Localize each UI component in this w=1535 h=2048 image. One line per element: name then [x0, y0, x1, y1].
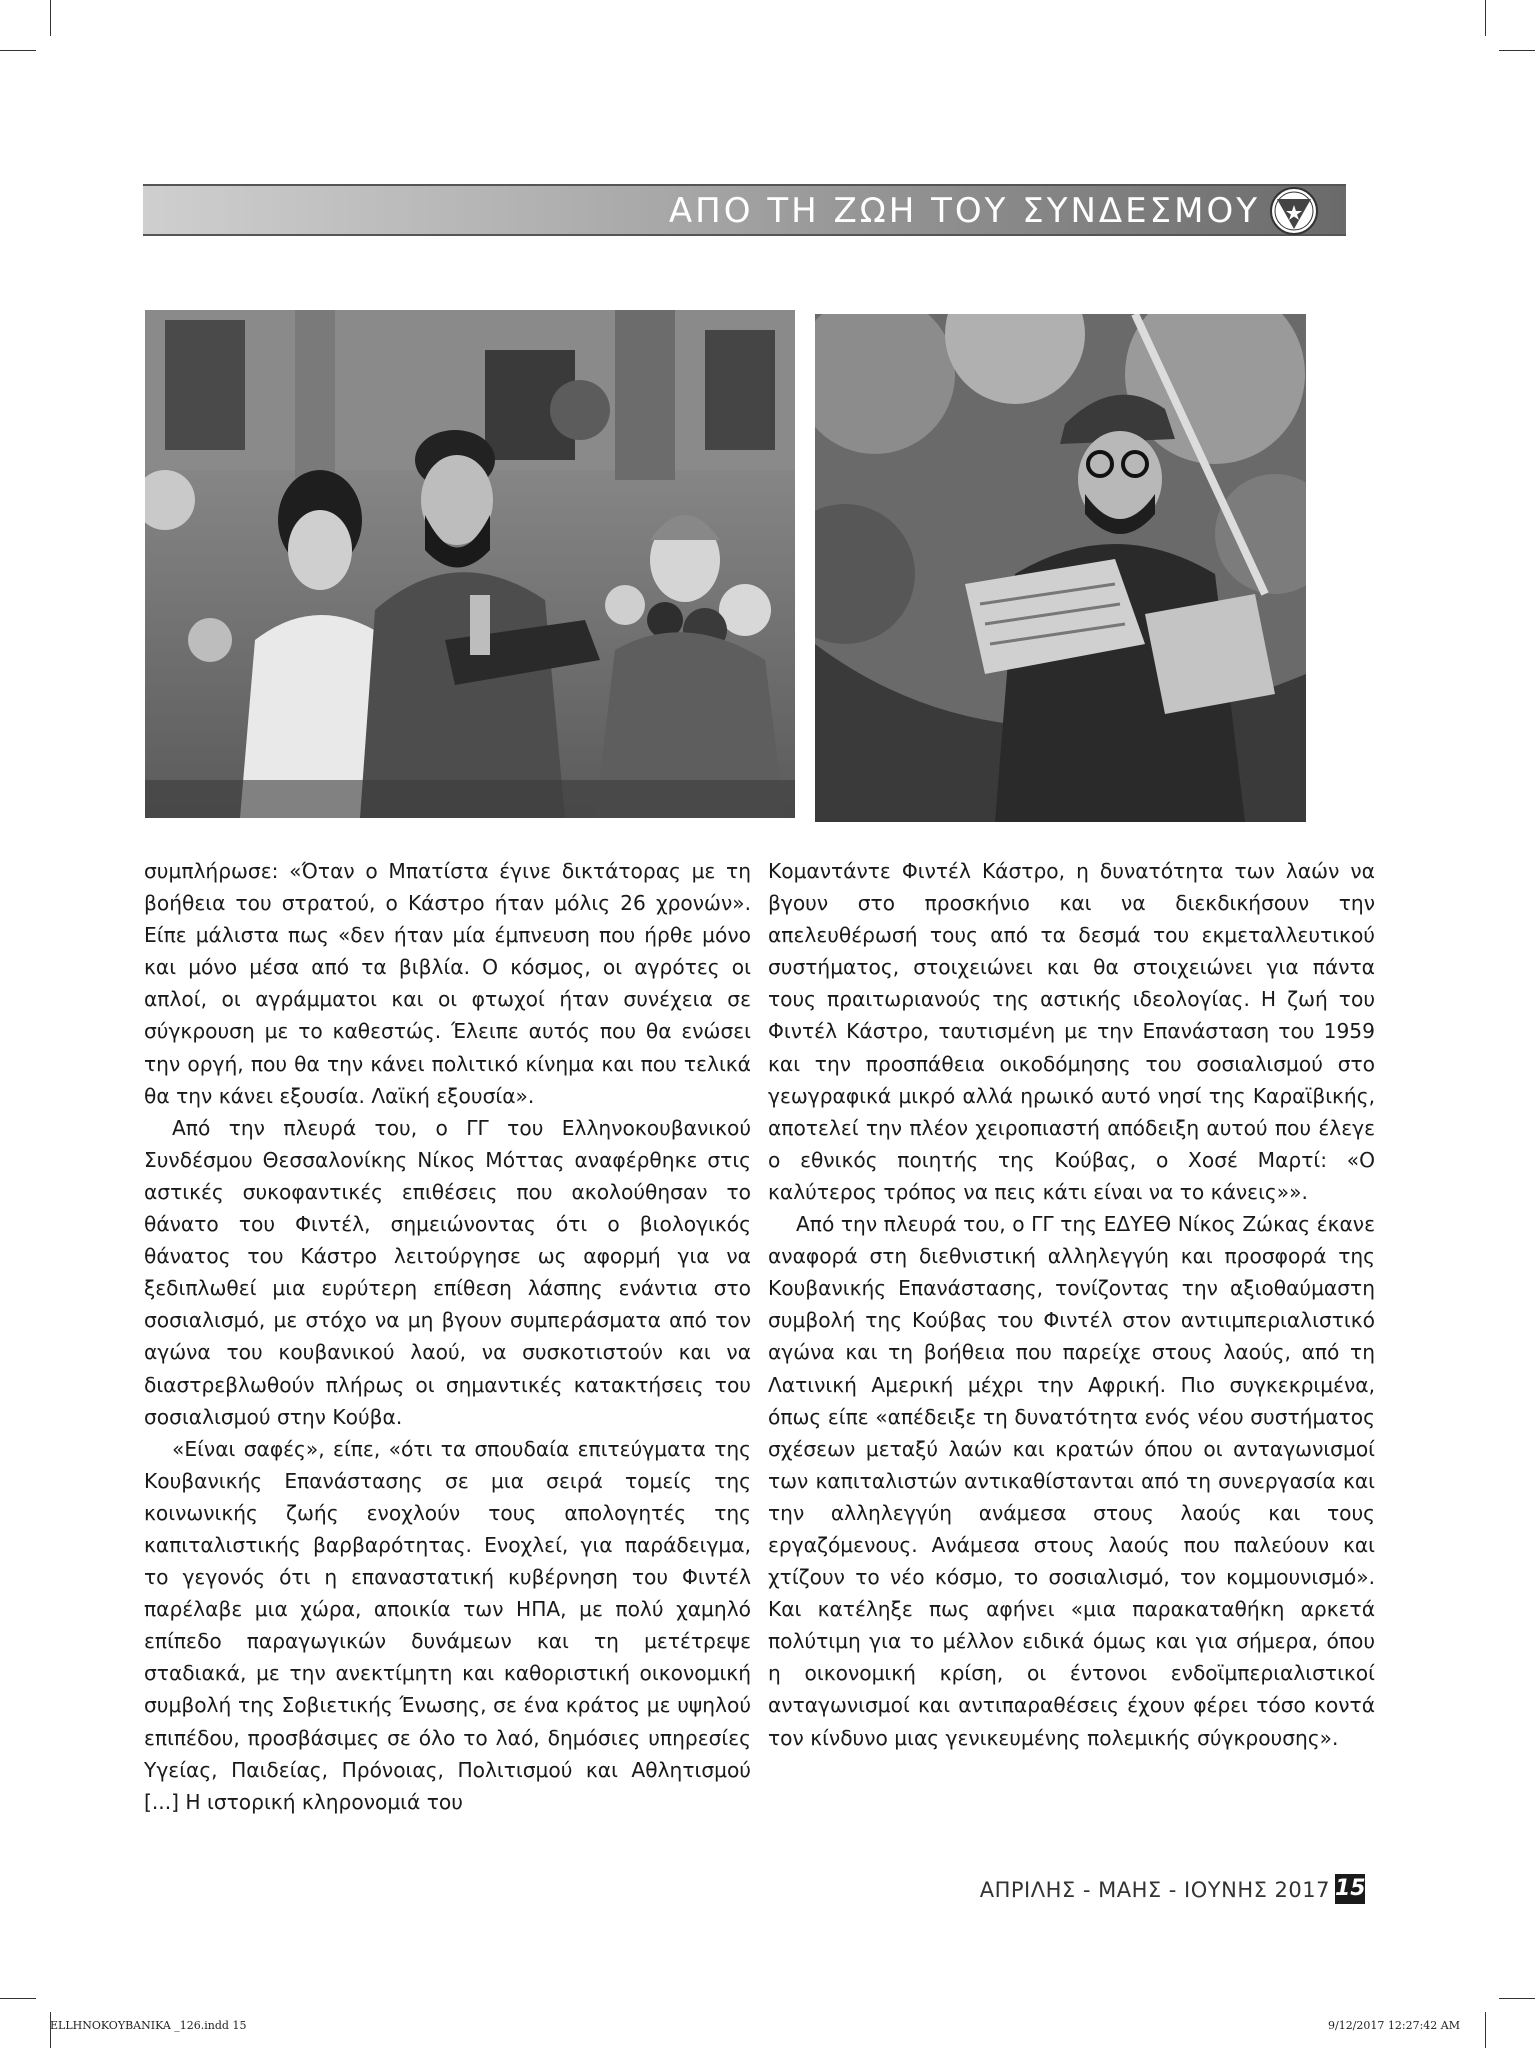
print-slug-date: 9/12/2017 12:27:42 AM — [1327, 2019, 1460, 2032]
issue-date: ΑΠΡΙΛΗΣ - ΜΑΗΣ - ΙΟΥΝΗΣ 2017 — [979, 1878, 1330, 1902]
paragraph: Από την πλευρά του, ο ΓΓ της ΕΔΥΕΘ Νίκος Ζώκας έκανε αναφορά στη διεθνιστική αλληλεγγύη και προσφορά της Κουβανικής Επανάστασης, τονίζοντας την αξιοθαύμαστη συμβολή της Κούβας του Φιντέλ στον αντιιμπεριαλιστικό αγώνα και τη βοήθεια που παρείχε στους λαούς, από τη Λατινική Αμερική μέχρι την Αφρική. Πιο συγκεκριμένα, όπως είπε «απέδειξε τη δυνατότητα ενός νέου συστήματος σχέσεων μεταξύ λαών και κρατών όπου οι ανταγωνισμοί των καπιταλιστών αντικαθίστανται από τη συνεργασία και την αλληλεγγύη ανάμεσα στους λαούς και τους εργαζόμενους. Ανάμεσα στους λαούς που παλεύουν και χτίζουν το νέο κόσμο, το σοσιαλισμό, τον κομμουνισμό». Και κατέληξε πως αφήνει «μια παρακαταθήκη αρκετά πολύτιμη για το μέλλον ειδικά όμως και για σήμερα, όπου η οικονομική κρίση, οι έντονοι ενδοϊμπεριαλιστικοί ανταγωνισμοί και αντιπαραθέσεις έχουν φέρει τόσο κοντά τον κίνδυνο μιας γενικευμένης πολεμικής σύγκρουσης». — [768, 1212, 1375, 1750]
crop-mark — [0, 1998, 36, 1999]
page-number: 15 — [1335, 1874, 1365, 1904]
crop-mark — [1499, 50, 1535, 51]
paragraph: Κομαντάντε Φιντέλ Κάστρο, η δυνατότητα των λαών να βγουν στο προσκήνιο και να διεκδικήσουν την απελευθέρωσή τους από τα δεσμά του εκμεταλλευτικού συστήματος, στοιχειώνει και θα στοιχειώνει για πάντα τους πραιτωριανούς της αστικής ιδεολογίας. Η ζωή του Φιντέλ Κάστρο, ταυτισμένη με την Επανάσταση του 1959 και την προσπάθεια οικοδόμησης του σοσιαλισμού στο γεωγραφικά μικρό αλλά ηρωικό αυτό νησί της Καραϊβικής, αποτελεί την πλέον χειροπιαστή απόδειξη αυτού που έλεγε ο εθνικός ποιητής της Κούβας, ο Χοσέ Μαρτί: «Ο καλύτερος τρόπος να πεις κάτι είναι να το κάνεις»». — [768, 859, 1375, 1204]
crop-mark — [1485, 0, 1486, 36]
photo-castro-signing-crowd — [145, 310, 795, 818]
paragraph: Από την πλευρά του, ο ΓΓ του Ελληνοκουβανικού Συνδέσμου Θεσσαλονίκης Νίκος Μόττας αναφέρθηκε στις αστικές συκοφαντικές επιθέσεις που ακολούθησαν το θάνατο του Φιντέλ, σημειώνοντας ότι ο βιολογικός θάνατος του Κάστρο λειτούργησε ως αφορμή για να ξεδιπλωθεί μια ευρύτερη επίθεση λάσπης ενάντια στο σοσιαλισμό, με στόχο να μη βγουν συμπεράσματα από τον αγώνα του κουβανικού λαού, να συσκοτιστούν και να διαστρεβλωθούν πλήρως οι σημαντικές κατακτήσεις του σοσιαλισμού στην Κούβα. — [144, 1115, 751, 1429]
photo-castro-reading-hammock — [815, 314, 1306, 822]
crop-mark — [0, 50, 36, 51]
section-banner — [143, 184, 1346, 236]
crop-mark — [50, 0, 51, 36]
article-column-right — [768, 855, 1375, 1754]
section-title: ΑΠΟ ΤΗ ΖΩΗ ΤΟΥ ΣΥΝΔΕΣΜΟΥ — [668, 191, 1260, 231]
article-column-left — [144, 855, 751, 1818]
paragraph: «Είναι σαφές», είπε, «ότι τα σπουδαία επιτεύγματα της Κουβανικής Επανάστασης σε μια σειρά τομείς της κοινωνικής ζωής ενοχλούν τους απολογητές της καπιταλιστικής βαρβαρότητας. Ενοχλεί, για παράδειγμα, το γεγονός ότι η επαναστατική κυβέρνηση του Φιντέλ παρέλαβε μια χώρα, αποικία των ΗΠΑ, με πολύ χαμηλό επίπεδο παραγωγικών δυνάμεων και τη μετέτρεψε σταδιακά, με την ανεκτίμητη και καθοριστική οικονομική συμβολή της Σοβιετικής Ένωσης, σε ένα κράτος με υψηλού επιπέδου, προσβάσιμες σε όλο το λαό, δημόσιες υπηρεσίες Υγείας, Παιδείας, Πρόνοιας, Πολιτισμού και Αθλητισμού [...] Η ιστορική κληρονομιά του — [144, 1436, 751, 1814]
crop-mark — [1499, 1998, 1535, 1999]
crop-mark — [1485, 2012, 1486, 2048]
paragraph: συμπλήρωσε: «Όταν ο Μπατίστα έγινε δικτάτορας με τη βοήθεια του στρατού, ο Κάστρο ήταν μόλις 26 χρονών». Είπε μάλιστα πως «δεν ήταν μία έμπνευση που ήρθε μόνο και μόνο μέσα από τα βιβλία. Ο κόσμος, οι αγρότες οι απλοί, οι αγράμματοι και οι φτωχοί ήταν συνέχεια σε σύγκρουση με το καθεστώς. Έλειπε αυτός που θα ενώσει την οργή, που θα την κάνει πολιτικό κίνημα και που τελικά θα την κάνει εξουσία. Λαϊκή εξουσία». — [144, 859, 751, 1108]
triangle-star-emblem-icon — [1268, 185, 1320, 237]
print-slug-file: ELLHNOKOYBANIKA _126.indd 15 — [50, 2019, 247, 2032]
